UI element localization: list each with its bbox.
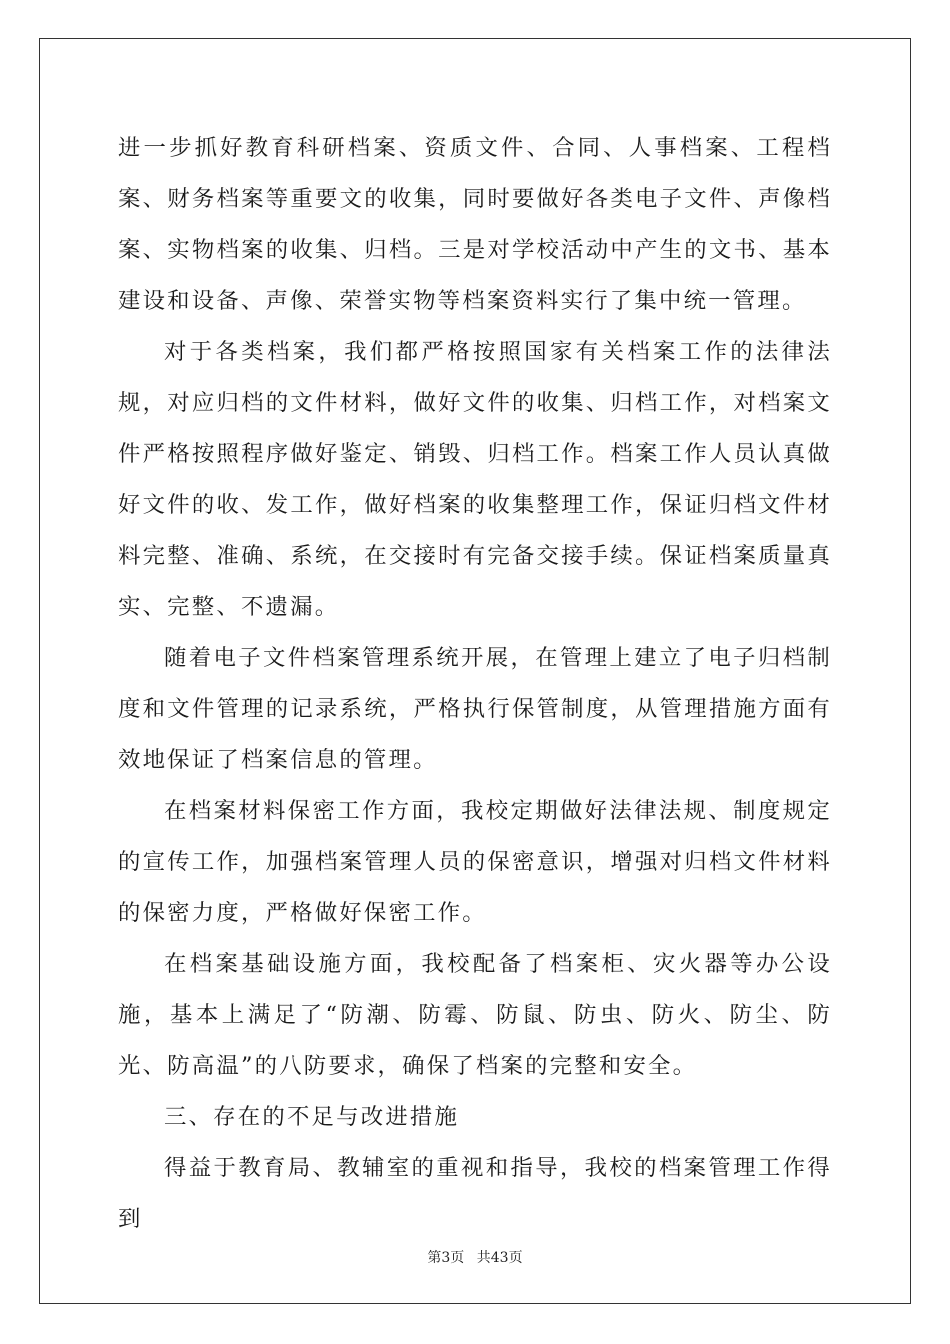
page-number: 第3页 bbox=[427, 1250, 465, 1266]
paragraph-4: 在档案材料保密工作方面，我校定期做好法律法规、制度规定的宣传工作，加强档案管理人员的保密意识，增强对归档文件材料的保密力度，严格做好保密工作。 bbox=[118, 798, 832, 926]
paragraph-5: 在档案基础设施方面，我校配备了档案柜、灾火器等办公设施，基本上满足了“防潮、防霉、防鼠、防虫、防火、防尘、防光、防高温”的八防要求，确保了档案的完整和安全。 bbox=[118, 951, 832, 1079]
page-total: 共43页 bbox=[476, 1250, 523, 1266]
page-footer bbox=[0, 1247, 950, 1267]
paragraph-6: 得益于教育局、教辅室的重视和指导，我校的档案管理工作得到 bbox=[118, 1155, 832, 1232]
section-heading: 三、存在的不足与改进措施 bbox=[164, 1104, 460, 1130]
paragraph-3: 随着电子文件档案管理系统开展，在管理上建立了电子归档制度和文件管理的记录系统，严格执行保管制度，从管理措施方面有效地保证了档案信息的管理。 bbox=[118, 645, 832, 773]
paragraph-2: 对于各类档案，我们都严格按照国家有关档案工作的法律法规，对应归档的文件材料，做好文件的收集、归档工作，对档案文件严格按照程序做好鉴定、销毁、归档工作。档案工作人员认真做好文件的收、发工作，做好档案的收集整理工作，保证归档文件材料完整、准确、系统，在交接时有完备交接手续。保证档案质量真实、完整、不遗漏。 bbox=[118, 339, 832, 620]
document-body bbox=[118, 123, 832, 1245]
paragraph-1: 进一步抓好教育科研档案、资质文件、合同、人事档案、工程档案、财务档案等重要文的收集，同时要做好各类电子文件、声像档案、实物档案的收集、归档。三是对学校活动中产生的文书、基本建设和设备、声像、荣誉实物等档案资料实行了集中统一管理。 bbox=[118, 135, 832, 314]
